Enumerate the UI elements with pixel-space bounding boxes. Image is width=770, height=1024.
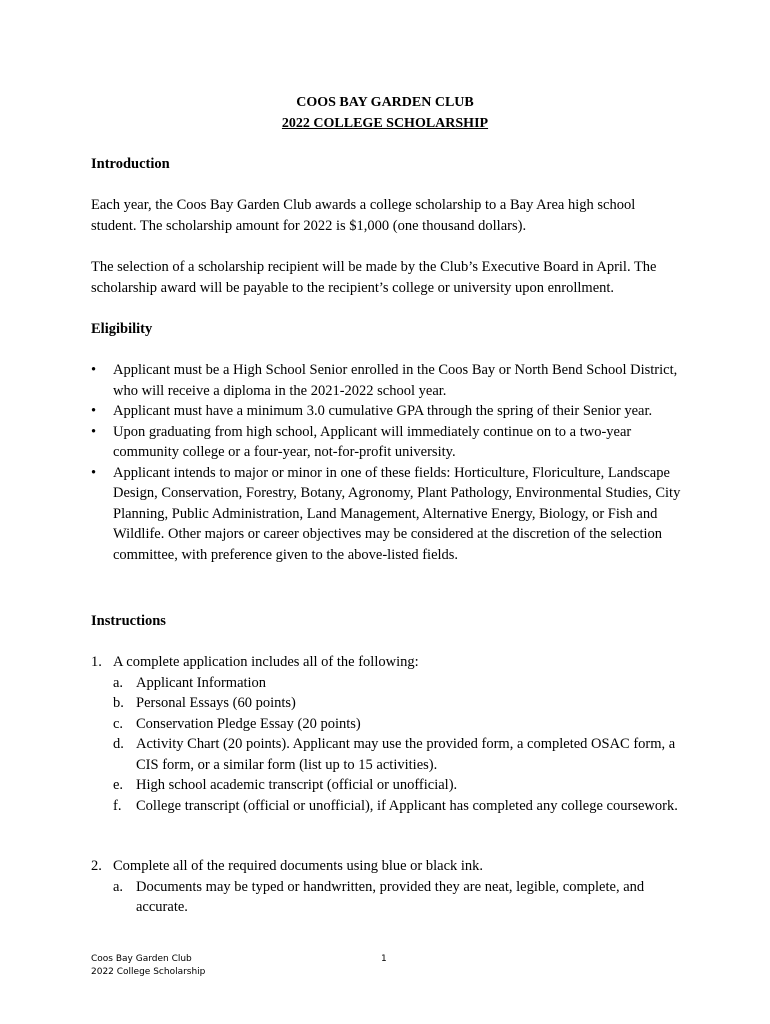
page-number: 1 — [381, 954, 387, 964]
list-item — [91, 463, 686, 566]
sub-item-text: Activity Chart (20 points). Applicant may use the provided form, a completed OSAC form, a CIS form, or a similar form (list up to 15 activities). — [136, 736, 676, 773]
footer-document-name: 2022 College Scholarship — [91, 967, 206, 977]
bullet-icon: • — [91, 403, 97, 419]
sub-item-text: Personal Essays (60 points) — [136, 695, 296, 711]
list-item — [113, 775, 686, 796]
list-item — [113, 796, 686, 817]
introduction-paragraph-1: Each year, the Coos Bay Garden Club awards a college scholarship to a Bay Area high school student. The scholarship amount for 2022 is $1,000 (one thousand dollars). — [91, 197, 636, 234]
eligibility-item-text: Upon graduating from high school, Applicant will immediately continue on to a two-year community college or a four-year, not-for-profit university. — [113, 423, 632, 460]
instruction-sublist — [113, 877, 686, 918]
sub-item-text: College transcript (official or unofficial), if Applicant has completed any college coursework. — [136, 797, 678, 814]
list-item — [91, 401, 686, 422]
bullet-icon: • — [91, 464, 97, 481]
instruction-number: 2. — [91, 858, 102, 874]
footer — [91, 953, 205, 979]
eligibility-list — [91, 360, 686, 565]
sub-letter: e. — [113, 777, 124, 793]
list-item — [91, 360, 686, 401]
eligibility-item-text: Applicant must have a minimum 3.0 cumulative GPA through the spring of their Senior year. — [113, 403, 653, 419]
list-item — [91, 422, 686, 463]
document-title — [0, 92, 770, 134]
list-item — [113, 734, 686, 775]
instruction-text: A complete application includes all of the following: — [113, 654, 419, 670]
instruction-item-1 — [91, 652, 686, 816]
sub-item-text: Documents may be typed or handwritten, provided they are neat, legible, complete, and accurate. — [136, 878, 645, 915]
introduction-paragraph-2: The selection of a scholarship recipient will be made by the Club’s Executive Board in April. The scholarship award will be payable to the recipient’s college or university upon enrollment. — [91, 259, 657, 296]
scholarship-title: 2022 COLLEGE SCHOLARSHIP — [281, 116, 489, 131]
eligibility-item-text: Applicant must be a High School Senior enrolled in the Coos Bay or North Bend School District, who will receive a diploma in the 2021-2022 school year. — [113, 362, 678, 399]
list-item — [113, 714, 686, 735]
sub-letter: d. — [113, 736, 124, 752]
bullet-icon: • — [91, 423, 97, 440]
introduction-heading: Introduction — [91, 156, 170, 172]
bullet-icon: • — [91, 362, 97, 378]
sub-item-text: Conservation Pledge Essay (20 points) — [136, 715, 361, 732]
list-item — [113, 693, 686, 714]
instructions-list-continued — [91, 856, 686, 918]
instructions-list — [91, 652, 686, 816]
sub-letter: c. — [113, 715, 124, 732]
instruction-text: Complete all of the required documents using blue or black ink. — [113, 858, 484, 874]
list-item — [113, 877, 686, 918]
sub-letter: b. — [113, 695, 124, 711]
club-name-title: COOS BAY GARDEN CLUB — [296, 95, 474, 110]
eligibility-heading: Eligibility — [91, 321, 153, 337]
sub-letter: f. — [113, 797, 122, 814]
instructions-heading: Instructions — [91, 613, 166, 629]
footer-club-name: Coos Bay Garden Club — [91, 954, 192, 964]
instruction-number: 1. — [91, 654, 102, 670]
instruction-item-2 — [91, 856, 686, 918]
sub-item-text: High school academic transcript (official or unofficial). — [136, 777, 458, 793]
sub-letter: a. — [113, 674, 124, 691]
sub-item-text: Applicant Information — [136, 674, 267, 691]
eligibility-item-text: Applicant intends to major or minor in one of these fields: Horticulture, Floriculture, Landscape Design, Conservation, Forestry, Botany, Agronomy, Plant Pathology, Environmental Studies, City Planning, Public Administration, Land Management, Alternative Energy, Biology, or Fish and Wildlife. Other majors or career objectives may be considered at the discretion of the selection committee, with preference given to the above-listed fields. — [113, 464, 681, 563]
instruction-sublist — [113, 673, 686, 817]
sub-letter: a. — [113, 878, 124, 895]
list-item — [113, 673, 686, 694]
